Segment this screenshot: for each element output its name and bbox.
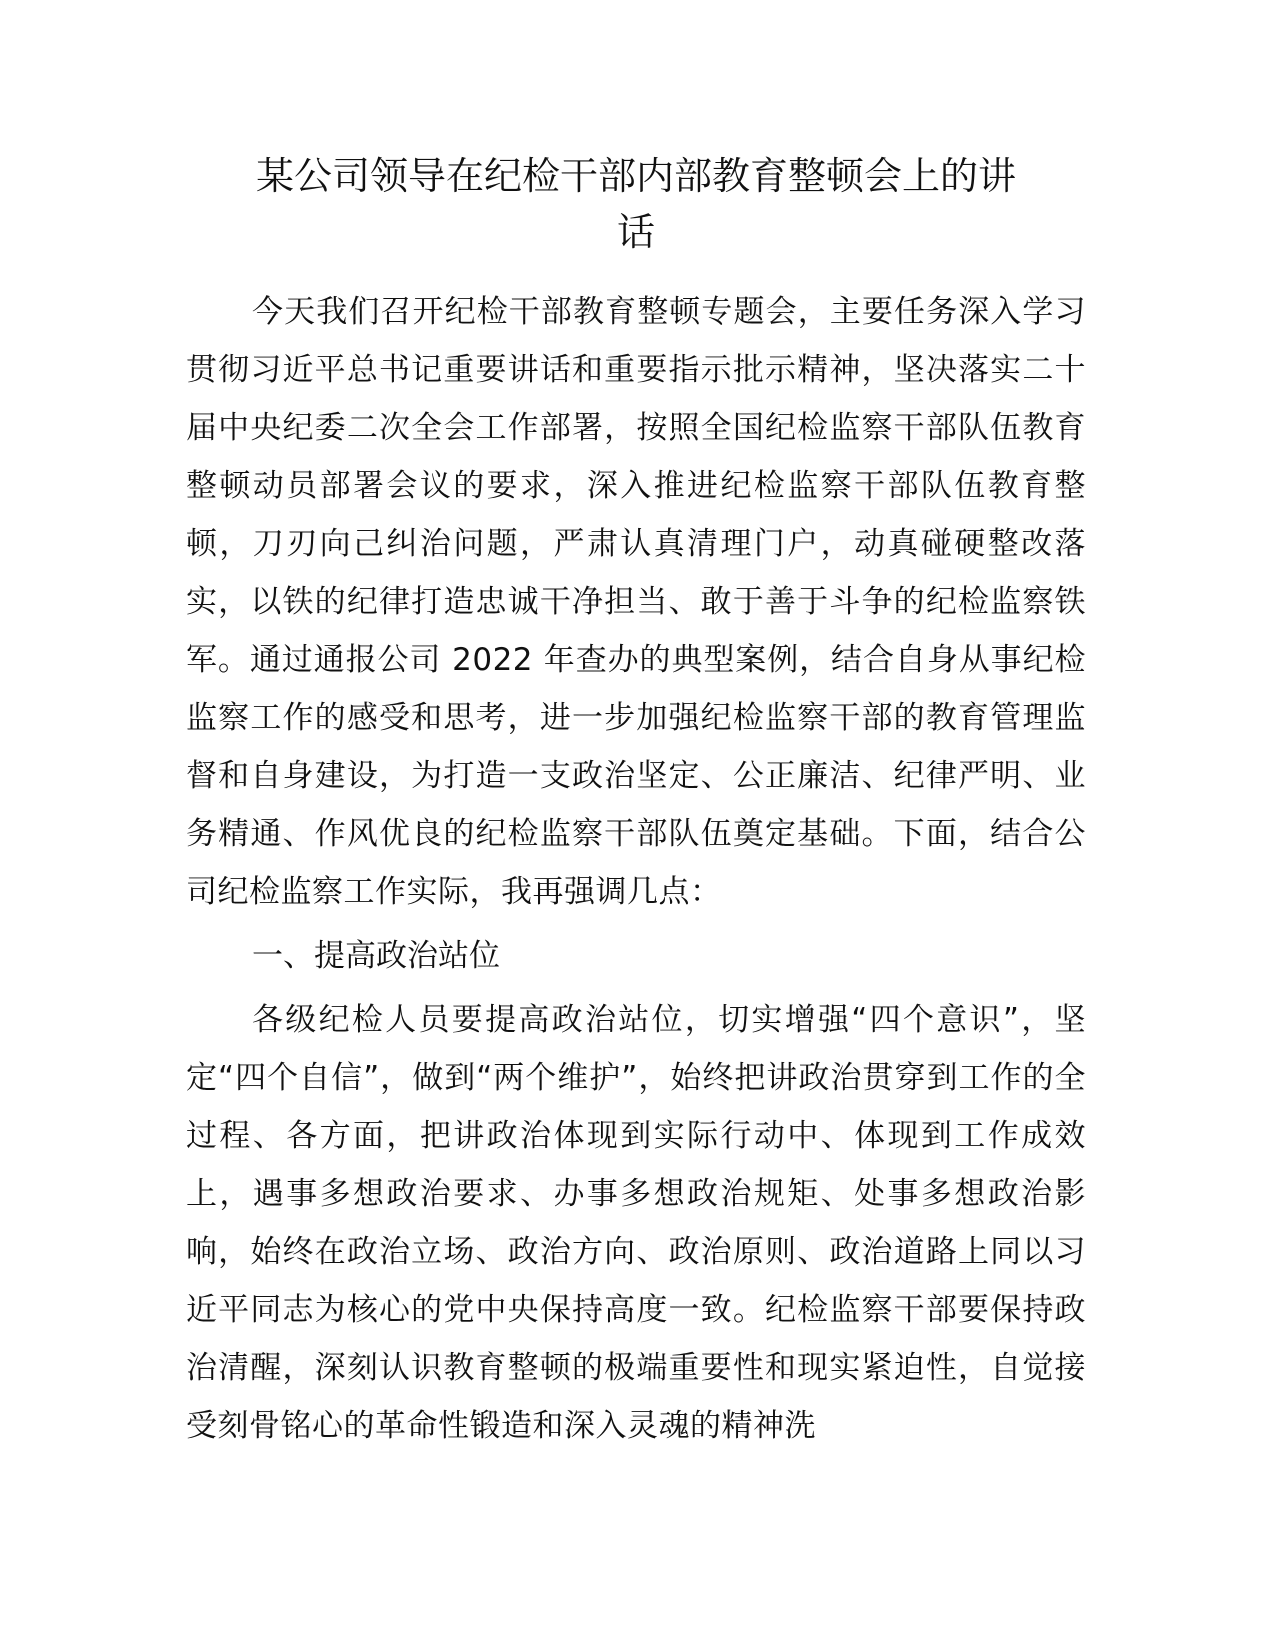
section-1-paragraph: 各级纪检人员要提高政治站位，切实增强“四个意识”，坚定“四个自信”，做到“两个维护”，始终把讲政治贯穿到工作的全过程、各方面，把讲政治体现到实际行动中、体现到工作成效上，遇事多想政治要求、办事多想政治规矩、处事多想政治影响，始终在政治立场、政治方向、政治原则、政治道路上同以习近平同志为核心的党中央保持高度一致。纪检监察干部要保持政治清醒，深刻认识教育整顿的极端重要性和现实紧迫性，自觉接受刻骨铭心的革命性锻造和深入灵魂的精神洗 bbox=[186, 1002, 1086, 1444]
intro-paragraph: 今天我们召开纪检干部教育整顿专题会，主要任务深入学习贯彻习近平总书记重要讲话和重要指示批示精神，坚决落实二十届中央纪委二次全会工作部署，按照全国纪检监察干部队伍教育整顿动员部署会议的要求，深入推进纪检监察干部队伍教育整顿，刀刃向己纠治问题，严肃认真清理门户，动真碰硬整改落实，以铁的纪律打造忠诚干净担当、敢于善于斗争的纪检监察铁军。通过通报公司 2022 年查办的典型案例，结合自身从事纪检监察工作的感受和思考，进一步加强纪检监察干部的教育管理监督和自身建设，为打造一支政治坚定、公正廉洁、纪律严明、业务精通、作风优良的纪检监察干部队伍奠定基础。下面，结合公司纪检监察工作实际，我再强调几点： bbox=[186, 294, 1086, 910]
title-line-1: 某公司领导在纪检干部内部教育整顿会上的讲 bbox=[255, 154, 1016, 198]
title-line-2: 话 bbox=[616, 210, 655, 254]
document-body bbox=[186, 283, 1086, 1455]
section-heading-1: 一、提高政治站位 bbox=[252, 938, 500, 974]
document-title bbox=[186, 148, 1086, 260]
